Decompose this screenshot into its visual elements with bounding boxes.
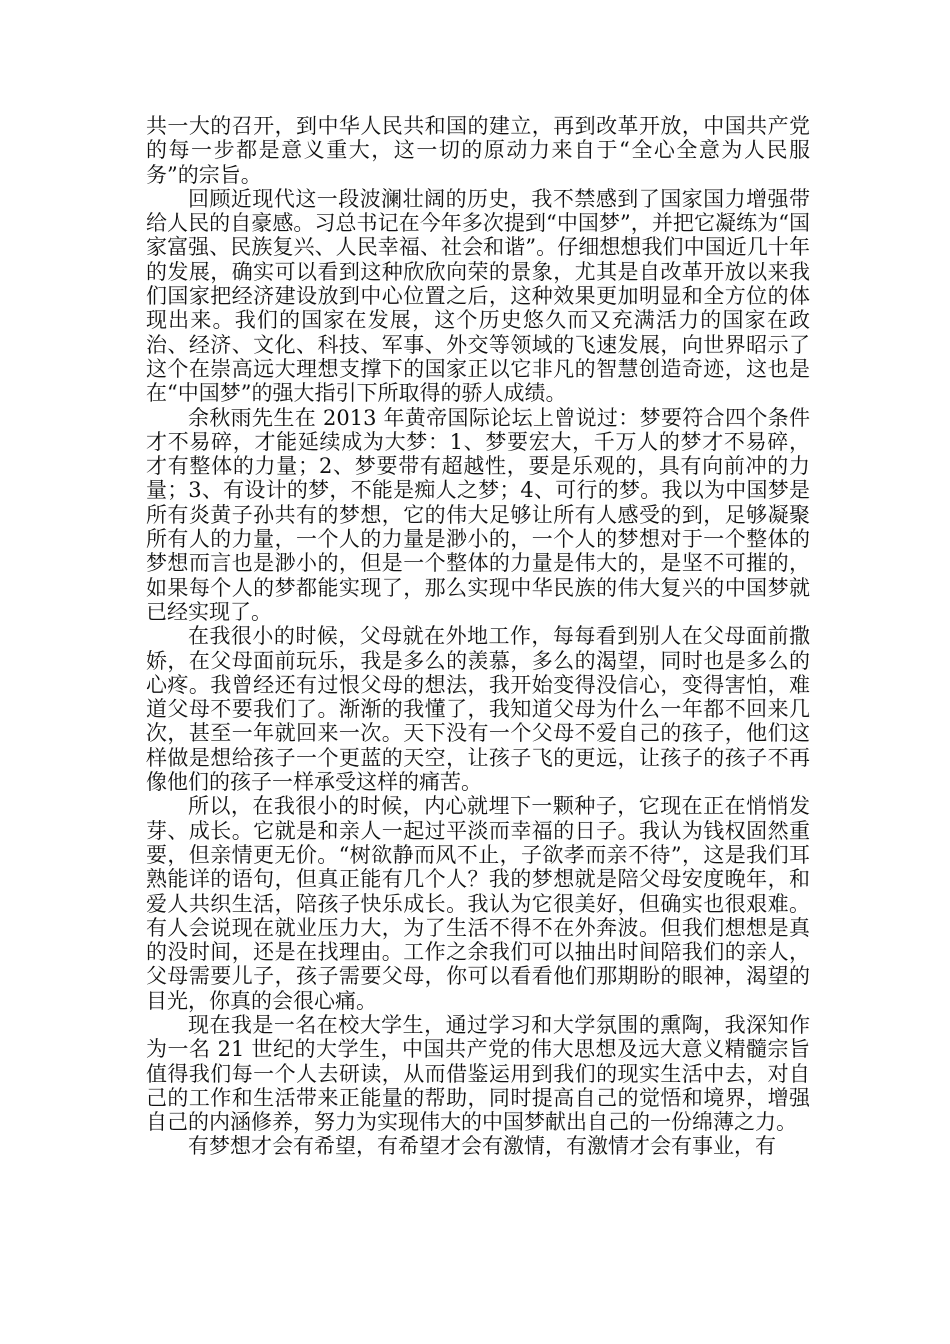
paragraph-1: 共一大的召开，到中华人民共和国的建立，再到改革开放，中国共产党的每一步都是意义重大，这一切的原动力来自于“全心全意为人民服务”的宗旨。 [146, 114, 810, 187]
document-body [146, 114, 810, 1159]
paragraph-4: 在我很小的时候，父母就在外地工作，每每看到别人在父母面前撒娇，在父母面前玩乐，我是多么的羡慕，多么的渴望，同时也是多么的心疼。我曾经还有过恨父母的想法，我开始变得没信心，变得害怕，难道父母不要我们了。渐渐的我懂了，我知道父母为什么一年都不回来几次，甚至一年就回来一次。天下没有一个父母不爱自己的孩子，他们这样做是想给孩子一个更蓝的天空，让孩子飞的更远，让孩子的孩子不再像他们的孩子一样承受这样的痛苦。 [146, 624, 810, 795]
paragraph-7: 有梦想才会有希望，有希望才会有激情，有激情才会有事业，有 [188, 1134, 776, 1159]
paragraph-2: 回顾近现代这一段波澜壮阔的历史，我不禁感到了国家国力增强带给人民的自豪感。习总书记在今年多次提到“中国梦”，并把它凝练为“国家富强、民族复兴、人民幸福、社会和谐”。仔细想想我们中国近几十年的发展，确实可以看到这种欣欣向荣的景象，尤其是自改革开放以来我们国家把经济建设放到中心位置之后，这种效果更加明显和全方位的体现出来。我们的国家在发展，这个历史悠久而又充满活力的国家在政治、经济、文化、科技、军事、外交等领域的飞速发展，向世界昭示了这个在崇高远大理想支撑下的国家正以它非凡的智慧创造奇迹，这也是在“中国梦”的强大指引下所取得的骄人成绩。 [146, 186, 810, 406]
paragraph-3: 余秋雨先生在 2013 年黄帝国际论坛上曾说过：梦要符合四个条件才不易碎，才能延续成为大梦：1、梦要宏大，千万人的梦才不易碎，才有整体的力量；2、梦要带有超越性，要是乐观的，具有向前冲的力量；3、有设计的梦，不能是痴人之梦；4、可行的梦。我以为中国梦是所有炎黄子孙共有的梦想，它的伟大足够让所有人感受的到，足够凝聚所有人的力量，一个人的力量是渺小的，一个人的梦想对于一个整体的梦想而言也是渺小的，但是一个整体的力量是伟大的，是坚不可摧的，如果每个人的梦都能实现了，那么实现中华民族的伟大复兴的中国梦就已经实现了。 [146, 405, 810, 624]
paragraph-5: 所以，在我很小的时候，内心就埋下一颗种子，它现在正在悄悄发芽、成长。它就是和亲人一起过平淡而幸福的日子。我认为钱权固然重要，但亲情更无价。“树欲静而风不止，子欲孝而亲不待”，这是我们耳熟能详的语句，但真正能有几个人？我的梦想就是陪父母安度晚年，和爱人共织生活，陪孩子快乐成长。我认为它很美好，但确实也很艰难。有人会说现在就业压力大，为了生活不得不在外奔波。但我们想想是真的没时间，还是在找理由。工作之余我们可以抽出时间陪我们的亲人，父母需要儿子，孩子需要父母，你可以看看他们那期盼的眼神，渴望的目光，你真的会很心痛。 [146, 794, 810, 1013]
paragraph-6: 现在我是一名在校大学生，通过学习和大学氛围的熏陶，我深知作为一名 21 世纪的大学生，中国共产党的伟大思想及远大意义精髓宗旨值得我们每一个人去研读，从而借鉴运用到我们的现实生活中去，对自己的工作和生活带来正能量的帮助，同时提高自己的觉悟和境界，增强自己的内涵修养，努力为实现伟大的中国梦献出自己的一份绵薄之力。 [146, 1012, 810, 1135]
